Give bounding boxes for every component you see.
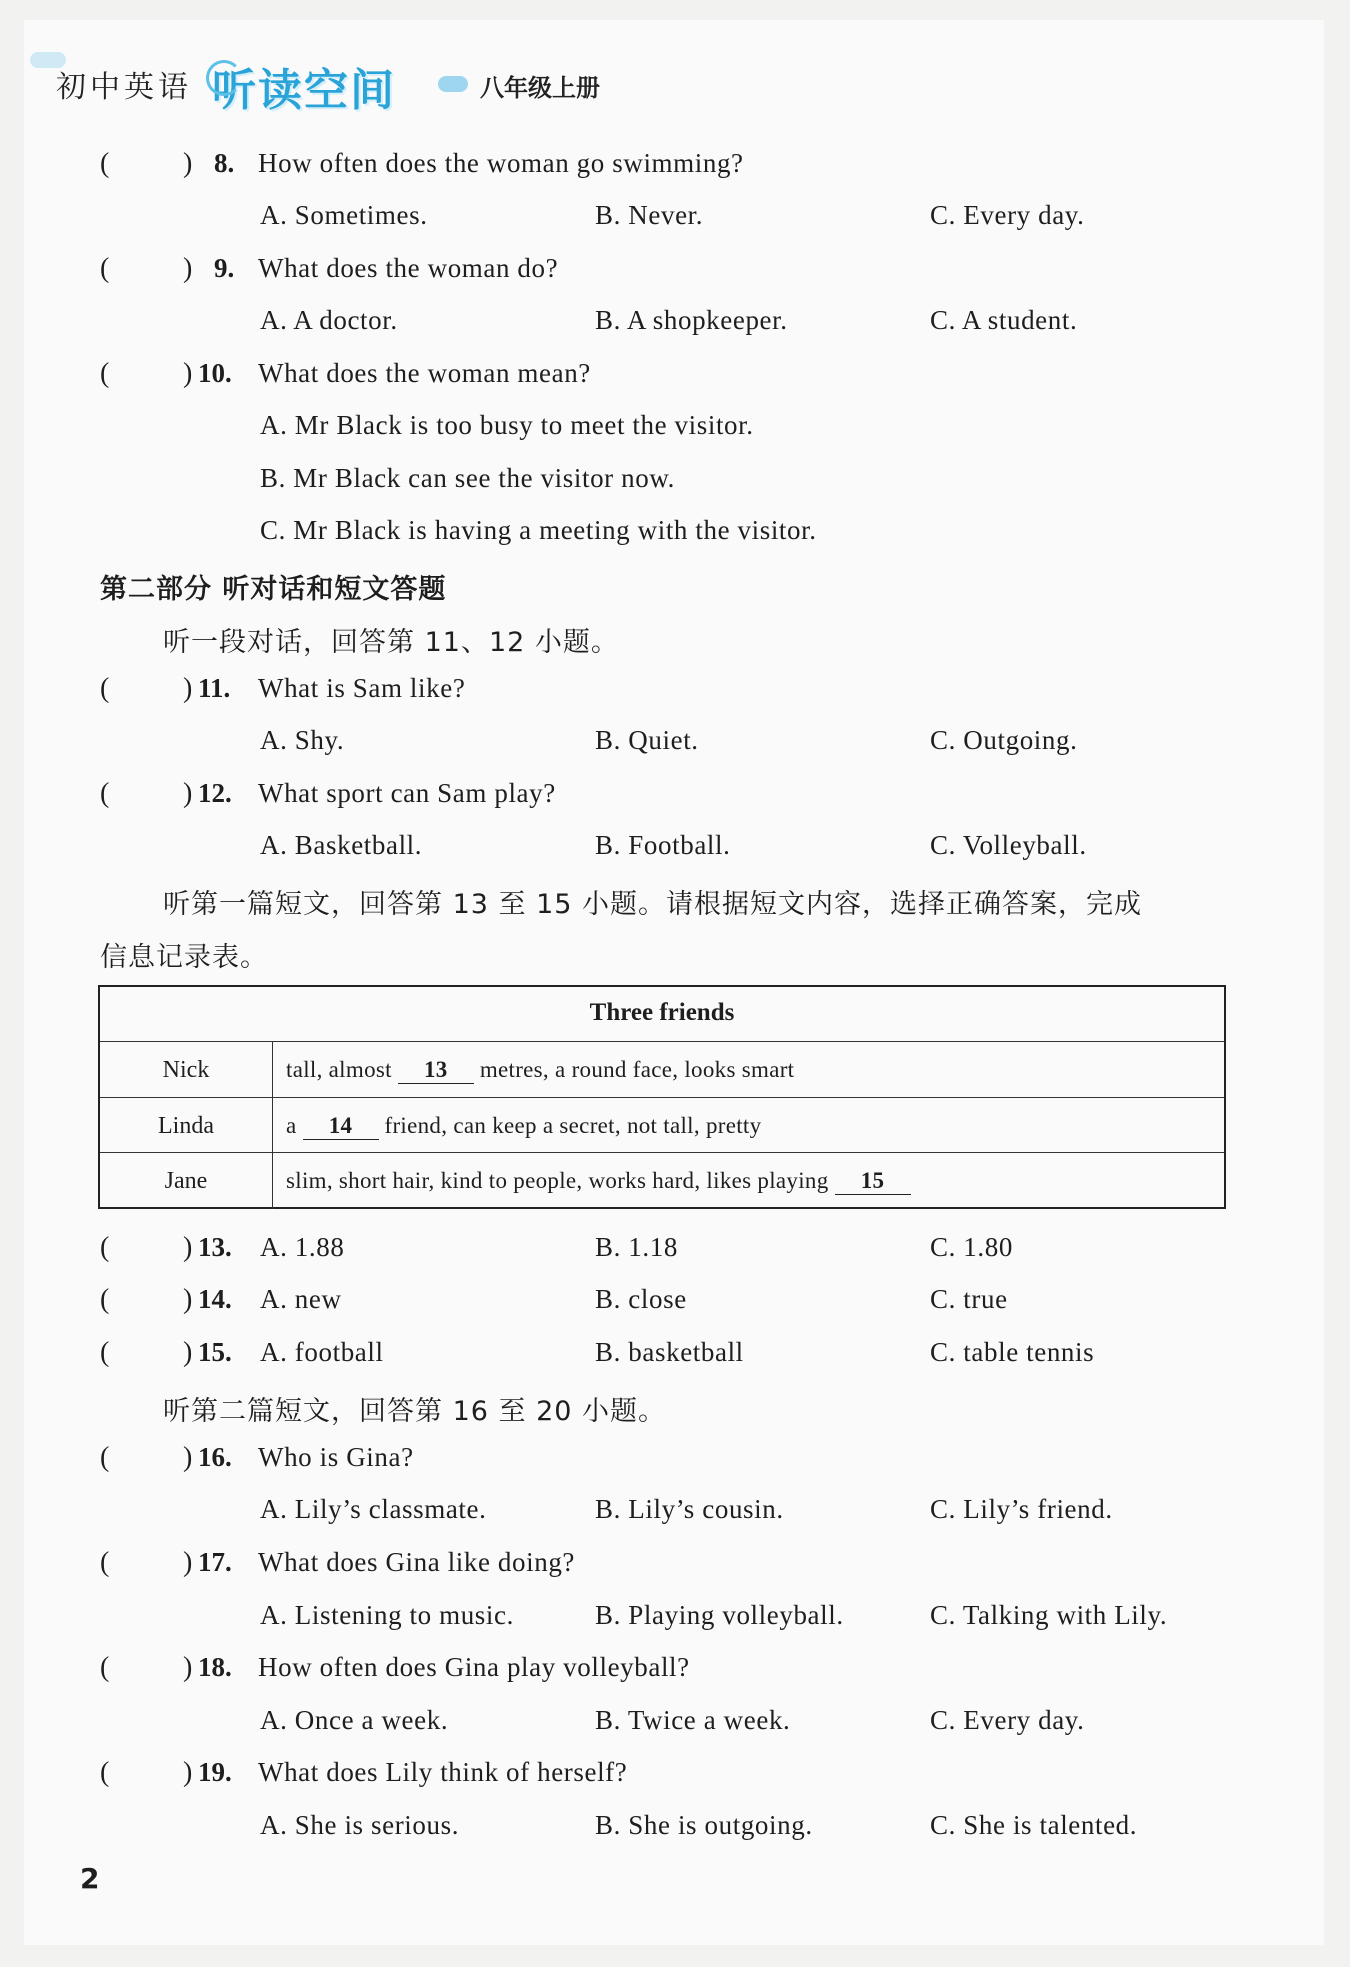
answer-bracket-open: (: [100, 1284, 110, 1315]
book-series-title: 初中英语: [56, 70, 192, 105]
question-number: 15.: [198, 1337, 232, 1367]
question-text: What does the woman do?: [258, 253, 559, 283]
answer-bracket-close: ): [183, 1757, 193, 1788]
table-row-desc: [286, 1168, 917, 1195]
option-b: B. Never.: [595, 200, 704, 230]
option-a: A. A doctor.: [260, 305, 398, 335]
answer-bracket-close: ): [183, 673, 193, 704]
table-row-name: Jane: [164, 1168, 208, 1194]
question-number: 13.: [198, 1232, 232, 1262]
option-c: C. Every day.: [930, 1705, 1085, 1735]
section-instruction-cont: 信息记录表。: [100, 942, 268, 973]
section-instruction: 听第二篇短文，回答第 16 至 20 小题。: [163, 1396, 667, 1427]
question-text: What is Sam like?: [258, 673, 466, 703]
brand-logo: [212, 54, 396, 118]
question-number: 19.: [198, 1757, 232, 1787]
answer-bracket-close: ): [183, 1652, 193, 1683]
sound-wave-icon: [206, 60, 242, 96]
section-instruction: 听第一篇短文，回答第 13 至 15 小题。请根据短文内容，选择正确答案，完成: [163, 889, 1143, 920]
question-text: What sport can Sam play?: [258, 778, 556, 808]
answer-bracket-open: (: [100, 148, 110, 179]
table-column-divider: [272, 1042, 273, 1209]
desc-text: friend, can keep a secret, not tall, pretty: [384, 1113, 762, 1138]
option-a: A. new: [260, 1284, 342, 1314]
desc-text: metres, a round face, looks smart: [479, 1057, 795, 1082]
question-number: 11.: [198, 673, 231, 703]
answer-blank-14[interactable]: 14: [303, 1113, 379, 1140]
desc-text: tall, almost: [286, 1057, 392, 1082]
answer-bracket-close: ): [183, 148, 193, 179]
page-number: 2: [80, 1862, 100, 1895]
option-a: A. Basketball.: [260, 830, 423, 860]
question-text: How often does the woman go swimming?: [258, 148, 744, 178]
table-divider: [100, 1152, 1224, 1153]
option-b: B. Football.: [595, 830, 731, 860]
answer-bracket-open: (: [100, 1757, 110, 1788]
table-row-name: Nick: [162, 1057, 210, 1083]
table-row-name: Linda: [158, 1113, 214, 1139]
answer-bracket-open: (: [100, 778, 110, 809]
option-a: A. Listening to music.: [260, 1600, 514, 1630]
question-number: 9.: [214, 253, 235, 283]
option-a: A. football: [260, 1337, 384, 1367]
option-c: C. Every day.: [930, 200, 1085, 230]
option-c: C. 1.80: [930, 1232, 1013, 1262]
question-number: 8.: [214, 148, 235, 178]
answer-bracket-open: (: [100, 1442, 110, 1473]
answer-bracket-open: (: [100, 1232, 110, 1263]
option-a: A. Once a week.: [260, 1705, 449, 1735]
question-number: 16.: [198, 1442, 232, 1472]
question-number: 10.: [198, 358, 232, 388]
option-a: A. Mr Black is too busy to meet the visitor.: [260, 410, 754, 440]
option-c: C. true: [930, 1284, 1008, 1314]
answer-bracket-open: (: [100, 253, 110, 284]
option-b: B. basketball: [595, 1337, 744, 1367]
grade-label: 八年级上册: [480, 74, 600, 102]
answer-bracket-open: (: [100, 358, 110, 389]
answer-bracket-open: (: [100, 1337, 110, 1368]
question-number: 17.: [198, 1547, 232, 1577]
cloud-decoration-icon: [438, 76, 468, 92]
option-c: C. Mr Black is having a meeting with the visitor.: [260, 515, 817, 545]
brand-text: 听读空间: [212, 65, 396, 116]
answer-bracket-close: ): [183, 1337, 193, 1368]
option-c: C. Lily’s friend.: [930, 1494, 1113, 1524]
table-row-desc: [286, 1057, 794, 1084]
section-title: 第二部分 听对话和短文答题: [100, 574, 447, 605]
answer-bracket-close: ): [183, 1232, 193, 1263]
option-c: C. Outgoing.: [930, 725, 1078, 755]
question-number: 14.: [198, 1284, 232, 1314]
option-b: B. A shopkeeper.: [595, 305, 788, 335]
answer-bracket-open: (: [100, 1547, 110, 1578]
option-a: A. Sometimes.: [260, 200, 428, 230]
answer-bracket-open: (: [100, 673, 110, 704]
answer-bracket-open: (: [100, 1652, 110, 1683]
option-b: B. Lily’s cousin.: [595, 1494, 784, 1524]
answer-blank-15[interactable]: 15: [835, 1168, 911, 1195]
section-instruction: 听一段对话，回答第 11、12 小题。: [163, 627, 619, 658]
answer-blank-13[interactable]: 13: [398, 1057, 474, 1084]
option-b: B. Twice a week.: [595, 1705, 791, 1735]
option-b: B. Quiet.: [595, 725, 699, 755]
table-divider: [100, 1041, 1224, 1042]
option-a: A. 1.88: [260, 1232, 345, 1262]
answer-bracket-close: ): [183, 1442, 193, 1473]
answer-bracket-close: ): [183, 778, 193, 809]
info-record-table: [98, 985, 1226, 1209]
option-b: B. Mr Black can see the visitor now.: [260, 463, 676, 493]
question-text: What does the woman mean?: [258, 358, 591, 388]
answer-bracket-close: ): [183, 253, 193, 284]
question-text: What does Lily think of herself?: [258, 1757, 628, 1787]
question-text: How often does Gina play volleyball?: [258, 1652, 690, 1682]
option-c: C. table tennis: [930, 1337, 1095, 1367]
option-a: A. Lily’s classmate.: [260, 1494, 487, 1524]
option-b: B. She is outgoing.: [595, 1810, 813, 1840]
option-b: B. Playing volleyball.: [595, 1600, 844, 1630]
option-c: C. She is talented.: [930, 1810, 1138, 1840]
table-title: Three friends: [589, 999, 735, 1026]
option-a: A. Shy.: [260, 725, 345, 755]
question-text: Who is Gina?: [258, 1442, 414, 1472]
option-c: C. Talking with Lily.: [930, 1600, 1168, 1630]
option-b: B. 1.18: [595, 1232, 678, 1262]
answer-bracket-close: ): [183, 1284, 193, 1315]
table-row-desc: [286, 1113, 761, 1140]
question-text: What does Gina like doing?: [258, 1547, 576, 1577]
table-divider: [100, 1097, 1224, 1098]
option-c: C. A student.: [930, 305, 1078, 335]
answer-bracket-close: ): [183, 1547, 193, 1578]
option-b: B. close: [595, 1284, 687, 1314]
question-number: 12.: [198, 778, 232, 808]
option-c: C. Volleyball.: [930, 830, 1087, 860]
question-number: 18.: [198, 1652, 232, 1682]
desc-text: a: [286, 1113, 297, 1138]
desc-text: slim, short hair, kind to people, works hard, likes playing: [286, 1168, 829, 1193]
answer-bracket-close: ): [183, 358, 193, 389]
option-a: A. She is serious.: [260, 1810, 460, 1840]
